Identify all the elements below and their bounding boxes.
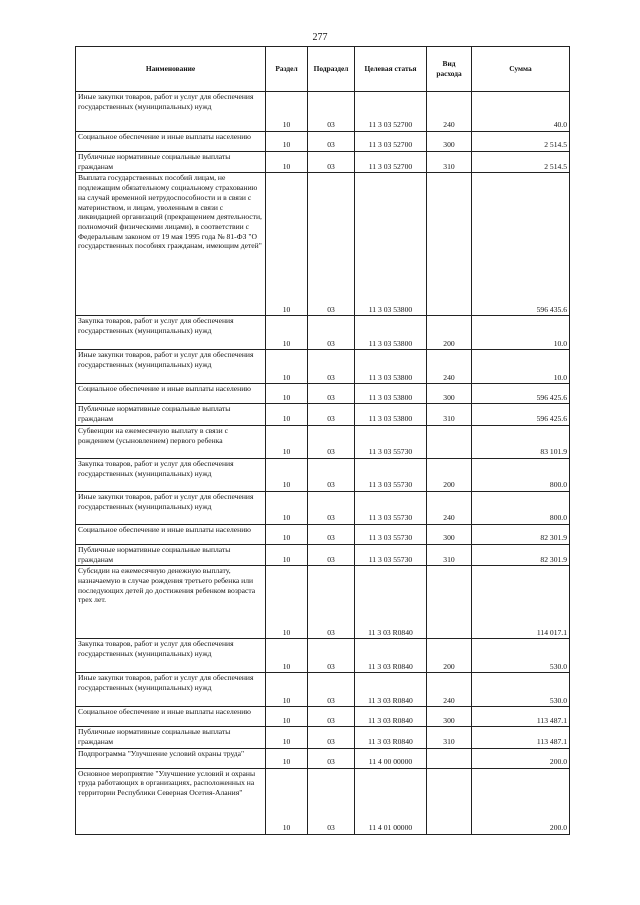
row-target-cell: 11 3 03 52700 [355, 92, 427, 132]
row-section-cell: 10 [266, 524, 308, 544]
row-expense-type-cell: 240 [427, 491, 472, 524]
header-section: Раздел [266, 47, 308, 92]
row-expense-type-cell: 300 [427, 384, 472, 404]
row-section-cell: 10 [266, 152, 308, 173]
row-amount-cell: 800.0 [472, 458, 570, 491]
row-name-cell: Социальное обеспечение и иные выплаты населению [76, 384, 266, 404]
header-name: Наименование [76, 47, 266, 92]
row-subsection-cell: 03 [308, 768, 355, 834]
row-target-cell: 11 3 03 55730 [355, 425, 427, 458]
row-expense-type-cell [427, 173, 472, 316]
row-amount-cell: 530.0 [472, 673, 570, 707]
row-subsection-cell: 03 [308, 491, 355, 524]
row-target-cell: 11 3 03 R0840 [355, 566, 427, 639]
table-row [76, 384, 570, 404]
row-name-cell: Социальное обеспечение и иные выплаты населению [76, 132, 266, 152]
row-section-cell: 10 [266, 748, 308, 768]
row-target-cell: 11 4 00 00000 [355, 748, 427, 768]
row-amount-cell: 200.0 [472, 768, 570, 834]
row-amount-cell: 800.0 [472, 491, 570, 524]
row-amount-cell: 113 487.1 [472, 707, 570, 727]
table-row [76, 132, 570, 152]
row-name-cell: Закупка товаров, работ и услуг для обеспечения государственных (муниципальных) нужд [76, 639, 266, 673]
budget-table [75, 46, 570, 835]
table-row [76, 544, 570, 565]
page-number: 277 [312, 32, 328, 43]
row-subsection-cell: 03 [308, 404, 355, 425]
header-target: Целевая статья [355, 47, 427, 92]
row-amount-cell: 596 425.6 [472, 384, 570, 404]
row-expense-type-cell: 300 [427, 132, 472, 152]
row-name-cell: Субсидии на ежемесячную денежную выплату, назначаемую в случае рождения третьего ребенка или последующих детей до достижения ребенком возраста трех лет. [76, 566, 266, 639]
row-subsection-cell: 03 [308, 748, 355, 768]
table-body [76, 92, 570, 835]
row-section-cell: 10 [266, 768, 308, 834]
row-name-cell: Подпрограмма "Улучшение условий охраны труда" [76, 748, 266, 768]
row-expense-type-cell [427, 566, 472, 639]
table-row [76, 566, 570, 639]
row-section-cell: 10 [266, 707, 308, 727]
row-section-cell: 10 [266, 727, 308, 748]
row-amount-cell: 200.0 [472, 748, 570, 768]
table-row [76, 639, 570, 673]
row-section-cell: 10 [266, 350, 308, 384]
row-section-cell: 10 [266, 404, 308, 425]
row-section-cell: 10 [266, 316, 308, 350]
row-subsection-cell: 03 [308, 458, 355, 491]
row-amount-cell: 596 435.6 [472, 173, 570, 316]
row-amount-cell: 83 101.9 [472, 425, 570, 458]
table-row [76, 458, 570, 491]
header-amount: Сумма [472, 47, 570, 92]
row-section-cell: 10 [266, 566, 308, 639]
row-target-cell: 11 3 03 55730 [355, 458, 427, 491]
row-expense-type-cell: 200 [427, 639, 472, 673]
row-target-cell: 11 3 03 53800 [355, 350, 427, 384]
row-target-cell: 11 3 03 55730 [355, 491, 427, 524]
row-expense-type-cell: 200 [427, 458, 472, 491]
row-name-cell: Публичные нормативные социальные выплаты гражданам [76, 404, 266, 425]
row-amount-cell: 40.0 [472, 92, 570, 132]
row-name-cell: Выплата государственных пособий лицам, не подлежащим обязательному социальному страхованию на случай временной нетрудоспособности и в связи с материнством, и лицам, уволенным в связи с ликвидацией организаций (прекращением деятельности, полномочий физическими лицами), в соответствии с Федеральным законом от 19 мая 1995 года № 81-ФЗ "О государственных пособиях гражданам, имеющим детей" [76, 173, 266, 316]
row-subsection-cell: 03 [308, 566, 355, 639]
row-amount-cell: 10.0 [472, 316, 570, 350]
row-subsection-cell: 03 [308, 425, 355, 458]
table-row [76, 768, 570, 834]
row-name-cell: Публичные нормативные социальные выплаты гражданам [76, 727, 266, 748]
table-row [76, 350, 570, 384]
row-expense-type-cell: 240 [427, 350, 472, 384]
row-expense-type-cell [427, 425, 472, 458]
row-expense-type-cell [427, 748, 472, 768]
row-subsection-cell: 03 [308, 524, 355, 544]
table-row [76, 92, 570, 132]
row-section-cell: 10 [266, 92, 308, 132]
header-expense-type: Вид расхода [427, 47, 472, 92]
row-subsection-cell: 03 [308, 384, 355, 404]
row-target-cell: 11 3 03 52700 [355, 132, 427, 152]
row-expense-type-cell: 240 [427, 673, 472, 707]
row-subsection-cell: 03 [308, 316, 355, 350]
table-row [76, 404, 570, 425]
row-name-cell: Субвенции на ежемесячную выплату в связи с рождением (усыновлением) первого ребенка [76, 425, 266, 458]
row-expense-type-cell: 200 [427, 316, 472, 350]
row-amount-cell: 2 514.5 [472, 152, 570, 173]
table-row [76, 152, 570, 173]
row-subsection-cell: 03 [308, 173, 355, 316]
table-row [76, 491, 570, 524]
row-target-cell: 11 3 03 R0840 [355, 673, 427, 707]
row-section-cell: 10 [266, 639, 308, 673]
row-expense-type-cell: 310 [427, 544, 472, 565]
table-header-row [76, 47, 570, 92]
row-amount-cell: 530.0 [472, 639, 570, 673]
row-subsection-cell: 03 [308, 727, 355, 748]
table-row [76, 316, 570, 350]
table-row [76, 727, 570, 748]
row-target-cell: 11 3 03 53800 [355, 384, 427, 404]
row-section-cell: 10 [266, 425, 308, 458]
row-expense-type-cell: 310 [427, 152, 472, 173]
row-target-cell: 11 3 03 53800 [355, 173, 427, 316]
row-expense-type-cell: 310 [427, 727, 472, 748]
row-subsection-cell: 03 [308, 92, 355, 132]
row-target-cell: 11 3 03 55730 [355, 524, 427, 544]
row-target-cell: 11 4 01 00000 [355, 768, 427, 834]
row-name-cell: Иные закупки товаров, работ и услуг для обеспечения государственных (муниципальных) нужд [76, 491, 266, 524]
row-section-cell: 10 [266, 458, 308, 491]
row-expense-type-cell: 310 [427, 404, 472, 425]
row-target-cell: 11 3 03 52700 [355, 152, 427, 173]
row-amount-cell: 596 425.6 [472, 404, 570, 425]
table-row [76, 425, 570, 458]
row-amount-cell: 113 487.1 [472, 727, 570, 748]
table-row [76, 673, 570, 707]
row-name-cell: Закупка товаров, работ и услуг для обеспечения государственных (муниципальных) нужд [76, 316, 266, 350]
row-expense-type-cell: 300 [427, 707, 472, 727]
row-target-cell: 11 3 03 R0840 [355, 639, 427, 673]
row-expense-type-cell: 240 [427, 92, 472, 132]
row-amount-cell: 2 514.5 [472, 132, 570, 152]
row-target-cell: 11 3 03 55730 [355, 544, 427, 565]
row-subsection-cell: 03 [308, 639, 355, 673]
header-subsection: Подраздел [308, 47, 355, 92]
row-amount-cell: 82 301.9 [472, 524, 570, 544]
row-amount-cell: 82 301.9 [472, 544, 570, 565]
row-name-cell: Иные закупки товаров, работ и услуг для обеспечения государственных (муниципальных) нужд [76, 673, 266, 707]
row-name-cell: Закупка товаров, работ и услуг для обеспечения государственных (муниципальных) нужд [76, 458, 266, 491]
row-target-cell: 11 3 03 R0840 [355, 727, 427, 748]
row-subsection-cell: 03 [308, 673, 355, 707]
row-target-cell: 11 3 03 R0840 [355, 707, 427, 727]
row-amount-cell: 10.0 [472, 350, 570, 384]
table-row [76, 524, 570, 544]
row-name-cell: Иные закупки товаров, работ и услуг для обеспечения государственных (муниципальных) нужд [76, 350, 266, 384]
row-section-cell: 10 [266, 673, 308, 707]
row-target-cell: 11 3 03 53800 [355, 404, 427, 425]
row-name-cell: Публичные нормативные социальные выплаты гражданам [76, 152, 266, 173]
row-name-cell: Основное мероприятие "Улучшение условий и охраны труда работающих в организациях, расположенных на территории Республики Северная Осетия-Алания" [76, 768, 266, 834]
row-section-cell: 10 [266, 173, 308, 316]
row-amount-cell: 114 017.1 [472, 566, 570, 639]
row-section-cell: 10 [266, 132, 308, 152]
row-subsection-cell: 03 [308, 152, 355, 173]
row-name-cell: Социальное обеспечение и иные выплаты населению [76, 524, 266, 544]
row-section-cell: 10 [266, 544, 308, 565]
row-name-cell: Иные закупки товаров, работ и услуг для обеспечения государственных (муниципальных) нужд [76, 92, 266, 132]
row-name-cell: Социальное обеспечение и иные выплаты населению [76, 707, 266, 727]
table-row [76, 707, 570, 727]
table-row [76, 173, 570, 316]
row-section-cell: 10 [266, 491, 308, 524]
row-subsection-cell: 03 [308, 707, 355, 727]
row-name-cell: Публичные нормативные социальные выплаты гражданам [76, 544, 266, 565]
row-subsection-cell: 03 [308, 544, 355, 565]
row-expense-type-cell: 300 [427, 524, 472, 544]
row-subsection-cell: 03 [308, 132, 355, 152]
row-subsection-cell: 03 [308, 350, 355, 384]
row-target-cell: 11 3 03 53800 [355, 316, 427, 350]
row-expense-type-cell [427, 768, 472, 834]
row-section-cell: 10 [266, 384, 308, 404]
table-row [76, 748, 570, 768]
